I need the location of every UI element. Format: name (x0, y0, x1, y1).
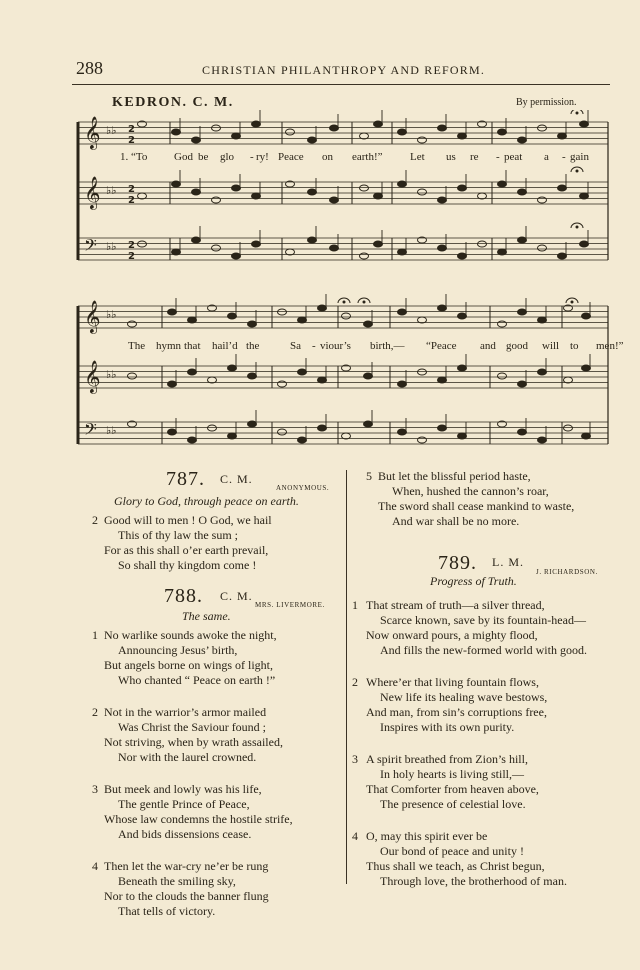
note-head (298, 317, 307, 323)
lyric-syllable: hymn (156, 340, 182, 352)
hymn-787-author: ANONYMOUS. (276, 484, 330, 492)
hymn-787-subtitle: Glory to God, through peace on earth. (114, 494, 299, 508)
note-head (374, 193, 383, 199)
verse-line: No warlike sounds awoke the night, (104, 628, 277, 642)
verse-line: But angels borne on wings of light, (104, 658, 273, 672)
note-head (398, 309, 407, 315)
time-signature: 2 (128, 184, 135, 195)
note-head (278, 429, 287, 435)
verse-number: 3 (352, 752, 358, 766)
note-head (248, 421, 257, 427)
verse-line: Inspires with its own purity. (380, 720, 515, 734)
note-head (212, 197, 221, 203)
note-head (172, 181, 181, 187)
lyric-syllable: ry! (256, 151, 269, 163)
time-signature: 2 (128, 251, 135, 262)
lyric-syllable: glo (220, 151, 235, 163)
lyric-syllable: that (184, 340, 201, 352)
lyric-syllable: to (570, 340, 579, 352)
fermata-dot (576, 170, 578, 172)
lyric-syllable: 1. “To (120, 151, 148, 163)
note-head (188, 317, 197, 323)
note-head (582, 365, 591, 371)
clefs (84, 116, 135, 443)
bass-clef-icon: 𝄢 (84, 235, 97, 259)
verse-line: Not in the warrior’s armor mailed (104, 705, 267, 719)
note-head (458, 253, 467, 259)
note-head (252, 121, 261, 127)
note-head (398, 181, 407, 187)
note-head (438, 305, 447, 311)
verse-line: Now onward pours, a mighty flood, (366, 628, 538, 642)
note-head (248, 321, 257, 327)
note-head (318, 305, 327, 311)
note-head (330, 245, 339, 251)
lyric-syllable: Let (410, 151, 425, 163)
note-head (518, 429, 527, 435)
lyric-syllable: God (174, 151, 193, 163)
hymn-789-meter: L. M. (492, 555, 524, 569)
note-head (458, 365, 467, 371)
bass-clef-icon: 𝄢 (84, 419, 97, 443)
header-rule (72, 84, 610, 85)
note-head (418, 189, 427, 195)
note-head (128, 321, 137, 327)
lyric-syllable: birth,— (370, 340, 405, 352)
note-head (582, 433, 591, 439)
note-head (364, 373, 373, 379)
note-head (232, 133, 241, 139)
note-head (498, 249, 507, 255)
verse-line: Where’er that living fountain flows, (366, 675, 539, 689)
verse-line: Was Christ the Saviour found ; (118, 720, 267, 734)
lyric-syllable: Sa (290, 340, 301, 352)
note-head (138, 241, 147, 247)
note-head (518, 137, 527, 143)
note-head (498, 129, 507, 135)
note-head (318, 425, 327, 431)
note-head (228, 313, 237, 319)
note-head (330, 197, 339, 203)
running-title: CHRISTIAN PHILANTHROPY AND REFORM. (202, 63, 486, 77)
hymn-787-meter: C. M. (220, 472, 253, 486)
note-head (318, 377, 327, 383)
note-head (438, 245, 447, 251)
note-head (212, 245, 221, 251)
note-head (168, 381, 177, 387)
note-head (498, 321, 507, 327)
verse-line: Good will to men ! O God, we hail (104, 513, 272, 527)
lyric-syllable: the (246, 340, 260, 352)
note-head (458, 133, 467, 139)
lyric-syllable: The (128, 340, 146, 352)
note-head (564, 425, 573, 431)
note-head (360, 253, 369, 259)
lyric-syllable: gain (570, 151, 589, 163)
tune-name: KEDRON. C. M. (112, 95, 234, 110)
note-head (438, 377, 447, 383)
note-head (418, 437, 427, 443)
note-head (478, 241, 487, 247)
note-head (172, 249, 181, 255)
verse-line: This of thy law the sum ; (118, 528, 238, 542)
lyric-syllable: and (480, 340, 496, 352)
note-head (192, 137, 201, 143)
note-head (558, 185, 567, 191)
note-head (438, 125, 447, 131)
verse-line: A spirit breathed from Zion’s hill, (366, 752, 528, 766)
verse-line: Nor to the clouds the banner flung (104, 889, 269, 903)
note-head (538, 245, 547, 251)
verse-number: 5 (366, 469, 372, 483)
verse-line: Beneath the smiling sky, (118, 874, 236, 888)
note-head (278, 381, 287, 387)
lyric-syllable: - (562, 151, 566, 163)
verse-line: And war shall be no more. (392, 514, 520, 528)
note-head (208, 425, 217, 431)
note-head (168, 429, 177, 435)
note-head (374, 121, 383, 127)
time-signature: 2 (128, 135, 135, 146)
verse-line: But let the blissful period haste, (378, 469, 531, 483)
flat-icon: ♭♭ (106, 368, 117, 381)
note-head (308, 137, 317, 143)
time-signature: 2 (128, 195, 135, 206)
note-head (192, 237, 201, 243)
note-head (192, 189, 201, 195)
verse-number: 1 (352, 598, 358, 612)
verse-line: That Comforter from heaven above, (366, 782, 539, 796)
flat-icon: ♭♭ (106, 424, 117, 437)
fermata-dot (576, 226, 578, 228)
hymn-788-author: MRS. LIVERMORE. (255, 601, 325, 609)
verse-line: But meek and lowly was his life, (104, 782, 262, 796)
verse-line: Whose law condemns the hostile strife, (104, 812, 293, 826)
note-head (188, 369, 197, 375)
note-head (212, 125, 221, 131)
verse-number: 2 (352, 675, 358, 689)
lyric-syllable: be (198, 151, 209, 163)
hymn-787-number: 787. (166, 468, 205, 490)
note-head (498, 181, 507, 187)
note-head (232, 185, 241, 191)
hymn-789-number: 789. (438, 552, 477, 574)
note-head (538, 125, 547, 131)
note-head (128, 373, 137, 379)
lyric-syllable: on (322, 151, 333, 163)
column-divider (346, 470, 347, 884)
verse-line: Who chanted “ Peace on earth !” (118, 673, 276, 687)
note-head (172, 129, 181, 135)
time-signature: 2 (128, 124, 135, 135)
note-head (458, 313, 467, 319)
verse-line: The sword shall cease mankind to waste, (378, 499, 575, 513)
verse-line: O, may this spirit ever be (366, 829, 488, 843)
hymn-788-number: 788. (164, 585, 203, 607)
note-head (398, 381, 407, 387)
treble-clef-icon: 𝄞 (84, 360, 101, 393)
fermata-dot (571, 301, 573, 303)
verse-line: Thus shall we teach, as Christ begun, (366, 859, 545, 873)
note-head (538, 317, 547, 323)
hymn-789-author: J. RICHARDSON. (536, 568, 598, 576)
note-head (252, 241, 261, 247)
note-head (168, 309, 177, 315)
note-head (538, 369, 547, 375)
lyric-syllable: hail’d (212, 340, 238, 352)
lyric-syllable: earth!” (352, 151, 383, 163)
note-head (558, 253, 567, 259)
treble-clef-icon: 𝄞 (84, 116, 101, 149)
fermata-dot (576, 112, 578, 114)
barlines (78, 122, 608, 444)
verse-number: 4 (92, 859, 98, 873)
verse-number: 1 (92, 628, 98, 642)
note-head (364, 421, 373, 427)
verse-line: Nor with the laurel crowned. (118, 750, 257, 764)
note-head (398, 249, 407, 255)
flat-icon: ♭♭ (106, 184, 117, 197)
time-signature: 2 (128, 240, 135, 251)
verse-line: For as this shall o’er earth prevail, (104, 543, 269, 557)
fermata-dot (343, 301, 345, 303)
verse-number: 4 (352, 829, 358, 843)
lyric-syllable: peat (504, 151, 523, 163)
hymn-788-meter: C. M. (220, 589, 253, 603)
hymn-789-subtitle: Progress of Truth. (430, 574, 517, 588)
note-head (228, 433, 237, 439)
lyric-syllable: us (446, 151, 456, 163)
note-head (518, 189, 527, 195)
note-head (298, 369, 307, 375)
note-head (228, 365, 237, 371)
verse-line: New life its healing wave bestows, (380, 690, 548, 704)
note-head (342, 313, 351, 319)
treble-clef-icon: 𝄞 (84, 300, 101, 333)
verse-line: In holy hearts is living still,— (380, 767, 524, 781)
verse-line: And man, from sin’s corruptions free, (366, 705, 547, 719)
verse-line: Our bond of peace and unity ! (380, 844, 524, 858)
note-head (364, 321, 373, 327)
note-head (580, 241, 589, 247)
verse-line: And bids dissensions cease. (118, 827, 252, 841)
note-head (438, 197, 447, 203)
note-head (538, 197, 547, 203)
note-head (308, 189, 317, 195)
note-head (418, 137, 427, 143)
verse-number: 3 (92, 782, 98, 796)
verse-line: So shall thy kingdom come ! (118, 558, 257, 572)
treble-clef-icon: 𝄞 (84, 176, 101, 209)
music-score (72, 110, 612, 455)
note-head (232, 253, 241, 259)
verse-line: The presence of celestial love. (380, 797, 526, 811)
note-head (286, 129, 295, 135)
verse-line: Announcing Jesus’ birth, (118, 643, 238, 657)
lyric-syllable: good (506, 340, 528, 352)
lyric-syllable: re (470, 151, 479, 163)
hymn-788-subtitle: The same. (182, 609, 231, 623)
note-head (582, 313, 591, 319)
flat-icon: ♭♭ (106, 308, 117, 321)
note-head (418, 369, 427, 375)
verse-number: 2 (92, 705, 98, 719)
note-head (538, 437, 547, 443)
note-head (438, 425, 447, 431)
page-number: 288 (76, 58, 103, 78)
note-head (558, 133, 567, 139)
flat-icon: ♭♭ (106, 240, 117, 253)
note-head (374, 241, 383, 247)
verse-line: Not striving, when by wrath assailed, (104, 735, 283, 749)
note-head (330, 125, 339, 131)
note-head (298, 437, 307, 443)
lyric-syllable: men!” (596, 340, 624, 352)
lyric-syllable: - (312, 340, 316, 352)
verse-line: Scarce known, save by its fountain-head— (380, 613, 586, 627)
note-head (252, 193, 261, 199)
note-head (248, 373, 257, 379)
verse-number: 2 (92, 513, 98, 527)
lyric-syllable: Peace (278, 151, 304, 163)
note-head (308, 237, 317, 243)
note-head (458, 433, 467, 439)
verse-line: The gentle Prince of Peace, (118, 797, 250, 811)
fermata-dot (363, 301, 365, 303)
note-head (518, 237, 527, 243)
note-head (188, 437, 197, 443)
flat-icon: ♭♭ (106, 124, 117, 137)
verse-line: That tells of victory. (118, 904, 216, 918)
lyric-syllable: “Peace (426, 340, 457, 352)
verse-line: Through love, the brotherhood of man. (380, 874, 567, 888)
note-head (398, 129, 407, 135)
staff-lines (78, 122, 608, 444)
lyric-syllable: - (496, 151, 500, 163)
lyric-syllable: viour’s (320, 340, 351, 352)
lyric-syllable: will (542, 340, 560, 352)
verse-line: Then let the war-cry ne’er be rung (104, 859, 269, 873)
verse-line: That stream of truth—a silver thread, (366, 598, 545, 612)
note-head (360, 185, 369, 191)
permission-note: By permission. (516, 97, 577, 108)
note-head (580, 193, 589, 199)
note-head (518, 309, 527, 315)
note-head (498, 373, 507, 379)
lyric-syllable: a (544, 151, 549, 163)
lyric-syllable: - (250, 151, 254, 163)
note-head (580, 121, 589, 127)
verse-line: When, hushed the cannon’s roar, (392, 484, 549, 498)
note-head (458, 185, 467, 191)
note-head (518, 381, 527, 387)
note-head (278, 309, 287, 315)
note-head (398, 429, 407, 435)
verse-line: And fills the new-formed world with good. (380, 643, 587, 657)
